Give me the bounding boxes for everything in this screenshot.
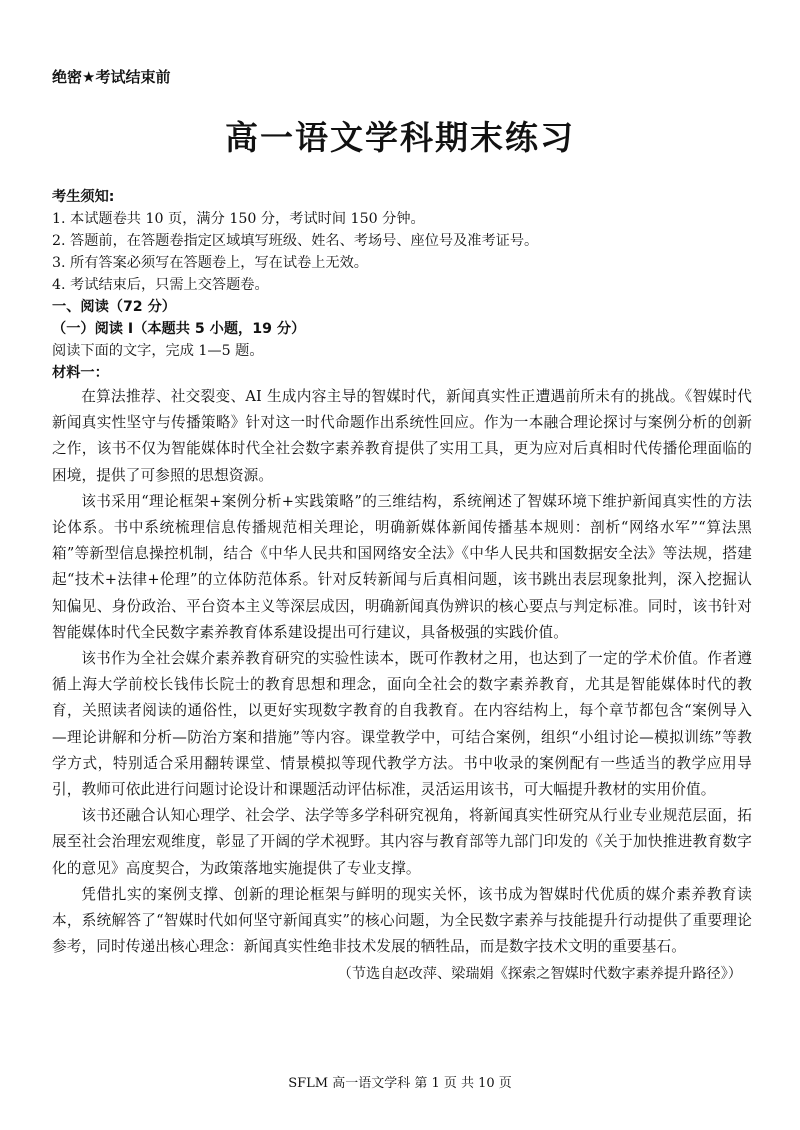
passage-paragraph: 该书采用“理论框架+案例分析+实践策略”的三维结构，系统阐述了智媒环境下维护新闻真实性的方法论体系。书中系统梳理信息传播规范相关理论，明确新媒体新闻传播基本规则：剖析“网络水军”“算法黑箱”等新型信息操控机制，结合《中华人民共和国网络安全法》《中华人民共和国数据安全法》等法规，搭建起“技术+法律+伦理”的立体防范体系。针对反转新闻与后真相问题，该书跳出表层现象批判，深入挖掘认知偏见、身份政治、平台资本主义等深层成因，明确新闻真伪辨识的核心要点与判定标准。同时，该书针对智能媒体时代全民数字素养教育体系建设提出可行建议，具备极强的实践价值。	[52, 492, 752, 641]
subsection-heading: （一）阅读 I（本题共 5 小题，19 分）	[52, 321, 306, 337]
confidential-label: 绝密★考试结束前	[52, 68, 171, 86]
page-content	[52, 186, 752, 986]
material-label: 材料一：	[52, 365, 109, 381]
notice-item: 4. 考试结束后，只需上交答题卷。	[52, 277, 269, 293]
page-footer: SFLM 高一语文学科 第 1 页 共 10 页	[288, 1076, 512, 1091]
notice-heading: 考生须知:	[52, 189, 115, 205]
passage-paragraph: 在算法推荐、社交裂变、AI 生成内容主导的智媒时代，新闻真实性正遭遇前所未有的挑战。《智媒时代新闻真实性坚守与传播策略》针对这一时代命题作出系统性回应。作为一本融合理论探讨与案例分析的创新之作，该书不仅为智能媒体时代全社会数字素养教育提供了实用工具，更为应对后真相时代传播伦理面临的困境，提供了可参照的思想资源。	[52, 388, 752, 484]
section-heading: 一、阅读（72 分）	[52, 299, 176, 315]
passage-paragraph: 该书还融合认知心理学、社会学、法学等多学科研究视角，将新闻真实性研究从行业专业规范层面，拓展至社会治理宏观维度，彰显了开阔的学术视野。其内容与教育部等九部门印发的《关于加快推进教育数字化的意见》高度契合，为政策落地实施提供了专业支撑。	[52, 807, 752, 877]
source-citation: （节选自赵改萍、梁瑞娟《探索之智媒时代数字素养提升路径》）	[337, 966, 742, 983]
notice-item: 1. 本试题卷共 10 页，满分 150 分，考试时间 150 分钟。	[52, 211, 425, 227]
passage-paragraph: 该书作为全社会媒介素养教育研究的实验性读本，既可作教材之用，也达到了一定的学术价值。作者遵循上海大学前校长钱伟长院士的教育思想和理念，面向全社会的数字素养教育，尤其是智能媒体时代的教育，关照读者阅读的通俗性，以更好实现数字教育的自我教育。在内容结构上，每个章节都包含“案例导入—理论讲解和分析—防治方案和措施”等内容。课堂教学中，可结合案例，组织“小组讨论—模拟训练”等教学方式，特别适合采用翻转课堂、情景模拟等现代教学方法。书中收录的案例配有一些适当的教学应用导引，教师可依此进行问题讨论设计和课题活动评估标准，灵活运用该书，可大幅提升教材的实用价值。	[52, 650, 752, 799]
notice-item: 3. 所有答案必须写在答题卷上，写在试卷上无效。	[52, 255, 368, 271]
reading-instruction: 阅读下面的文字，完成 1—5 题。	[52, 343, 264, 359]
notice-item: 2. 答题前，在答题卷指定区域填写班级、姓名、考场号、座位号及准考证号。	[52, 233, 539, 249]
passage-paragraph: 凭借扎实的案例支撑、创新的理论框架与鲜明的现实关怀，该书成为智媒时代优质的媒介素养教育读本，系统解答了“智媒时代如何坚守新闻真实”的核心问题，为全民数字素养与技能提升行动提供了重要理论参考，同时传递出核心理念：新闻真实性绝非技术发展的牺牲品，而是数字技术文明的重要基石。	[52, 885, 752, 956]
page-title: 高一语文学科期末练习	[225, 118, 575, 157]
